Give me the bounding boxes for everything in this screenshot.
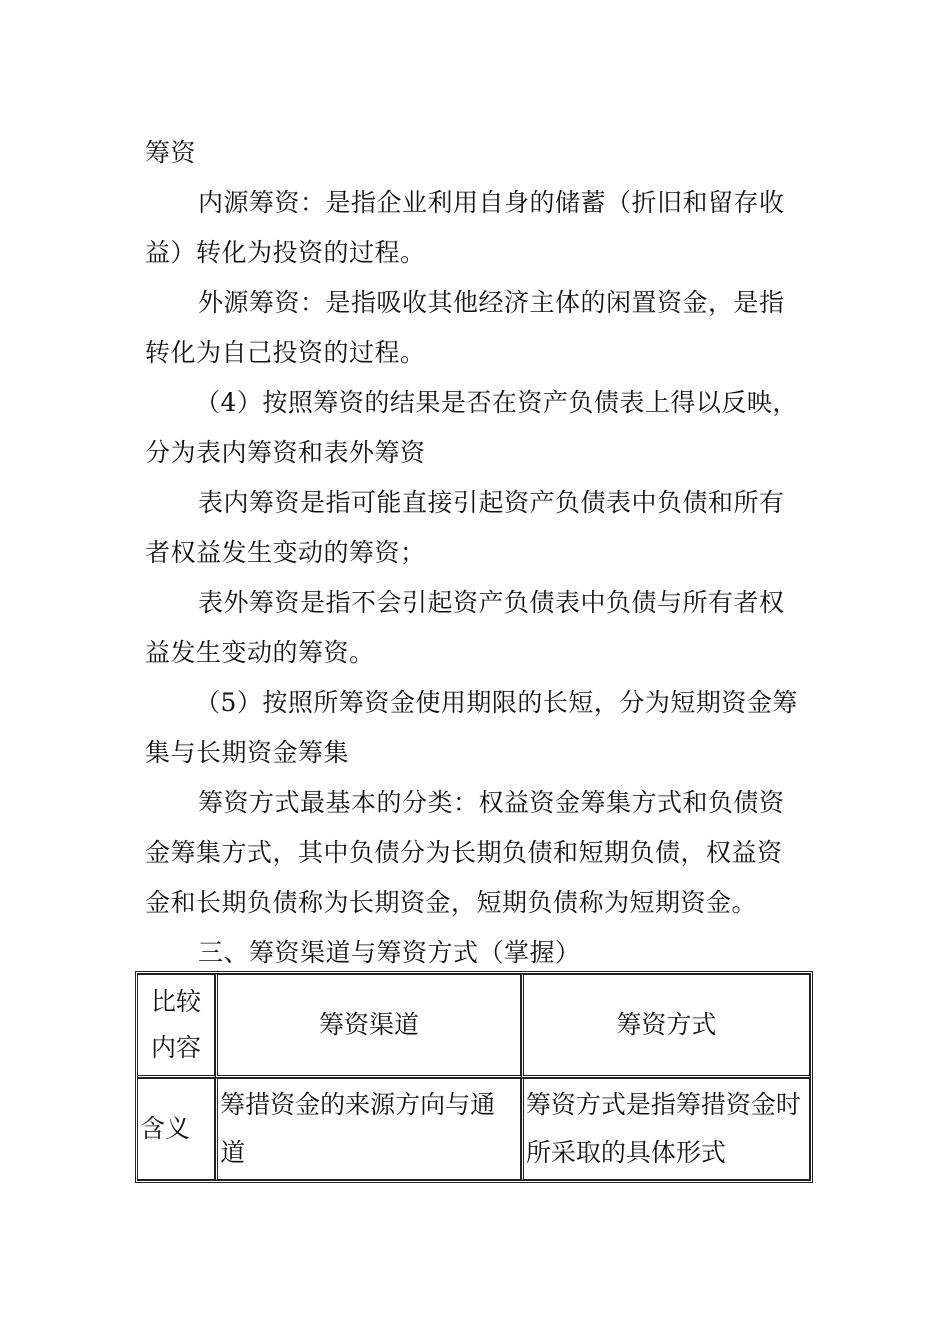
paragraph-line: 筹资方式最基本的分类：权益资金筹集方式和负债资 [198, 788, 785, 817]
cell-text-line: 所采取的具体形式 [525, 1138, 726, 1167]
paragraph-line: 转化为自己投资的过程。 [145, 338, 426, 367]
paragraph-line: 表外筹资是指不会引起资产负债表中负债与所有者权 [198, 588, 785, 617]
paragraph-line: 筹资 [145, 138, 197, 167]
paragraph-line: 益）转化为投资的过程。 [145, 238, 426, 267]
cell-text-line: 筹措资金的来源方向与通 [220, 1090, 496, 1119]
paragraph-line: 分为表内筹资和表外筹资 [145, 438, 426, 467]
header-text-line: 比较 [151, 987, 202, 1016]
table-cell [215, 1078, 521, 1180]
table-row [138, 1078, 810, 1180]
paragraph-line: 金筹集方式，其中负债分为长期负债和短期负债，权益资 [145, 838, 783, 867]
cell-text-line: 道 [220, 1138, 246, 1167]
comparison-table [135, 971, 813, 1183]
paragraph-line: 表内筹资是指可能直接引起资产负债表中负债和所有 [198, 488, 785, 517]
table-cell [521, 1078, 810, 1180]
paragraph-line: 益发生变动的筹资。 [145, 638, 375, 667]
paragraph-line: 金和长期负债称为长期资金，短期负债称为短期资金。 [145, 888, 758, 917]
table-header-cell [138, 974, 215, 1078]
paragraph-line: （5）按照所筹资金使用期限的长短，分为短期资金筹 [195, 688, 798, 717]
document-body [145, 128, 807, 978]
paragraph-line: 内源筹资：是指企业利用自身的储蓄（折旧和留存收 [198, 188, 785, 217]
paragraph-line: （4）按照筹资的结果是否在资产负债表上得以反映， [195, 388, 798, 417]
section-heading: 三、筹资渠道与筹资方式（掌握） [198, 938, 581, 967]
table-header-row [138, 974, 810, 1078]
header-text-line: 内容 [151, 1033, 202, 1062]
paragraph-line: 集与长期资金筹集 [145, 738, 350, 767]
table-cell: 含义 [138, 1078, 215, 1180]
cell-text-line: 筹资方式是指筹措资金时 [525, 1090, 801, 1119]
comparison-table-grid [135, 971, 813, 1183]
table-header-cell: 筹资方式 [521, 974, 810, 1078]
paragraph-line: 者权益发生变动的筹资； [145, 538, 426, 567]
paragraph-line: 外源筹资：是指吸收其他经济主体的闲置资金，是指 [198, 288, 785, 317]
table-header-cell: 筹资渠道 [215, 974, 521, 1078]
